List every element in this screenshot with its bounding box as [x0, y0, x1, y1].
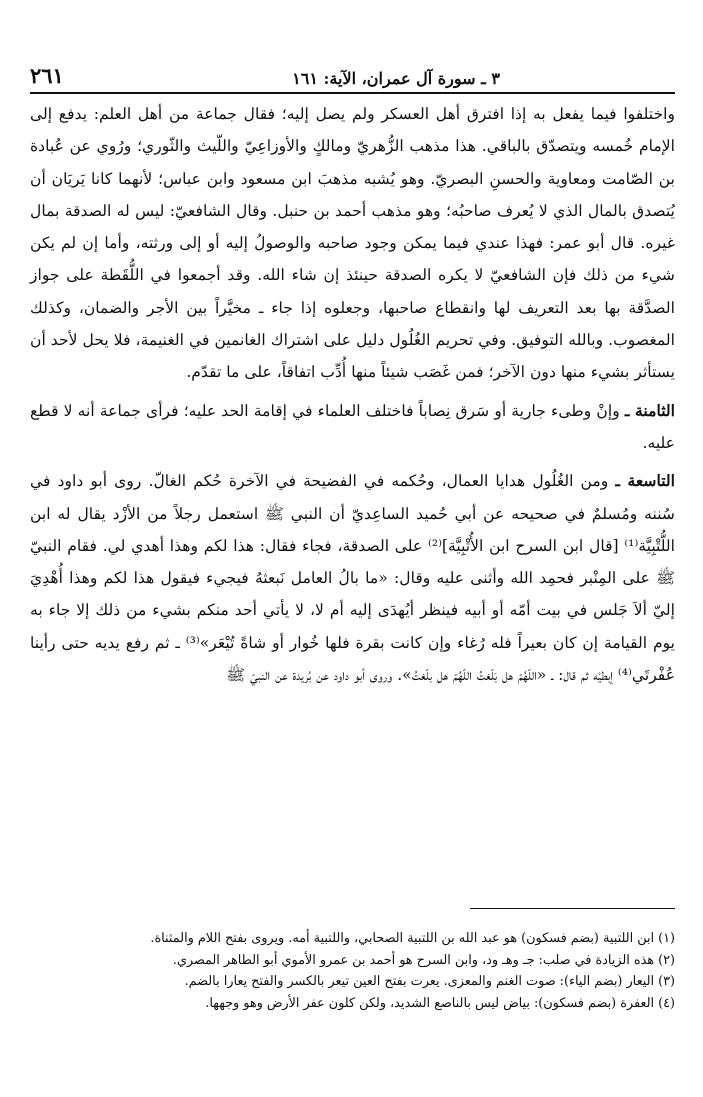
page-header: [30, 58, 675, 94]
footnotes: [28, 928, 675, 1014]
paragraph: [30, 465, 675, 691]
section-lead: التاسعة ـ: [615, 471, 675, 491]
paragraph-text: وإنْ وطىء جارية أو سَرق نِصاباً فاختلف العلماء في إقامة الحد عليه؛ فرأى جماعة أنه لا قطع عليه.: [30, 401, 675, 452]
running-title: ٣ ـ سورة آل عمران، الآية: ١٦١: [292, 69, 500, 88]
footnote: (٣) اليعار (بضم الياء): صوت الغنم والمعزى. يعرت بفتح العين تيعر بالكسر والفتح يعارا بالضم.: [184, 974, 675, 989]
footnote: (٤) العفرة (بضم فسكون): بياض ليس بالناصع الشديد، ولكن كلون عفر الأرض وهو وجهها.: [205, 995, 675, 1011]
footnote: (١) ابن اللتبية (بضم فسكون) هو عبد الله بن اللتبية الصحابي، واللتبية أمه. ويروى بفتح اللام والمثناة.: [150, 931, 675, 946]
paragraph-text: ومن الغُلُول هدايا العمال، وحُكمه في الفضيحة في الآخرة حُكم الغالّ. روى أبو داود في سُننه ومُسلمٌ في صحيحه عن أبي حُميد الساعِديّ أن النبي ﷺ استعمل رجلاً من الأزْد يقال له ابن اللُّتْبِيَّة⁽¹⁾ [قال ابن السرح ابن الأُتْبِيَّة]⁽²⁾ على الصدقة، فجاء فقال: هذا لكم وهذا أهدي لي. فقام النبيّ ﷺ على المِنْبر فحمِد الله وأثنى عليه وقال: «ما بالُ العامل نَبعثهُ فيجيء فيقول هذا لكم وهذا أُهْدِيَ إليّ ألاَ جَلس في بيت أمّه أو أبيه فينظر أيُهدَى إليه أم لا، لا يأتي أحد منكم بشيء من ذلك إلا جاء به يوم القيامة إن كان بعيراً فله رُغاء وإن كانت بقرة فلها خُوار أو شاةً تُيْعَر»⁽³⁾ ـ ثم رفع يديه حتى رأينا عُفْرتَي⁽⁴⁾ إبطيْه ثم قال: ـ «اللّهُمّ هل بَلّغتُ اللّهُمّ هل بلّغتُ». وروى أبو داود عن بُريدة عن النبيّ ﷺ: [30, 472, 675, 685]
section-lead: الثامنة ـ: [624, 400, 675, 420]
page-number: ٢٦١: [30, 63, 64, 88]
paragraph: [30, 395, 675, 460]
paragraph: [30, 98, 675, 389]
footnote: (٢) هذه الزيادة في صلب: جـ وهـ ود، وابن السرح هو أحمد بن عمرو الأموي أبو الطاهر المصري.: [172, 952, 675, 968]
main-text: [30, 98, 675, 691]
paragraph-text: واختلفوا فيما يفعل به إذا افترق أهل العسكر ولم يصل إليه؛ فقال جماعة من أهل العلم: يدفع إلى الإمام خُمسه ويتصدّق بالباقي. هذا مذهب الزُّهريّ ومالكٍ والأوزاعِيّ واللّيث والثّوري؛ ورُوي عن عُبادة بن الصّامت ومعاوية والحسنِ البصريّ. وهو يُشبه مذهبَ ابن مسعود وابن عباس؛ لأنهما كانا يَريَان أن يُتصدق بالمال الذي لا يُعرف صاحبُه؛ وهو مذهب أحمد بن حنبل. وقال الشافعيّ: ليس له الصدقة بمال غيره. قال أبو عمر: فهذا عندي فيما يمكن وجود صاحبه والوصولُ إليه أو إلى ورثته، وأما إن لم يكن شيء من ذلك فإن الشافعيّ لا يكره الصدقة حينئذ إن شاء الله. وقد أجمعوا في اللُّقَطة على جواز الصدَّقة بها بعد التعريف لها وانقطاع صاحبها، وجعلوه إذا جاء ـ مخيَّراً بين الأجر والضمان، وكذلك المغصوب. وبالله التوفيق. وفي تحريم الغُلُول دليل على اشتراك الغانمين في الغنيمة، فلا يحل لأحد أن يستأثر بشيء منها دون الآخر؛ فمن غَصَب شيئاً منها أُدِّب اتفاقاً، على ما تقدّم.: [30, 105, 675, 382]
footnote-divider: [470, 908, 675, 909]
